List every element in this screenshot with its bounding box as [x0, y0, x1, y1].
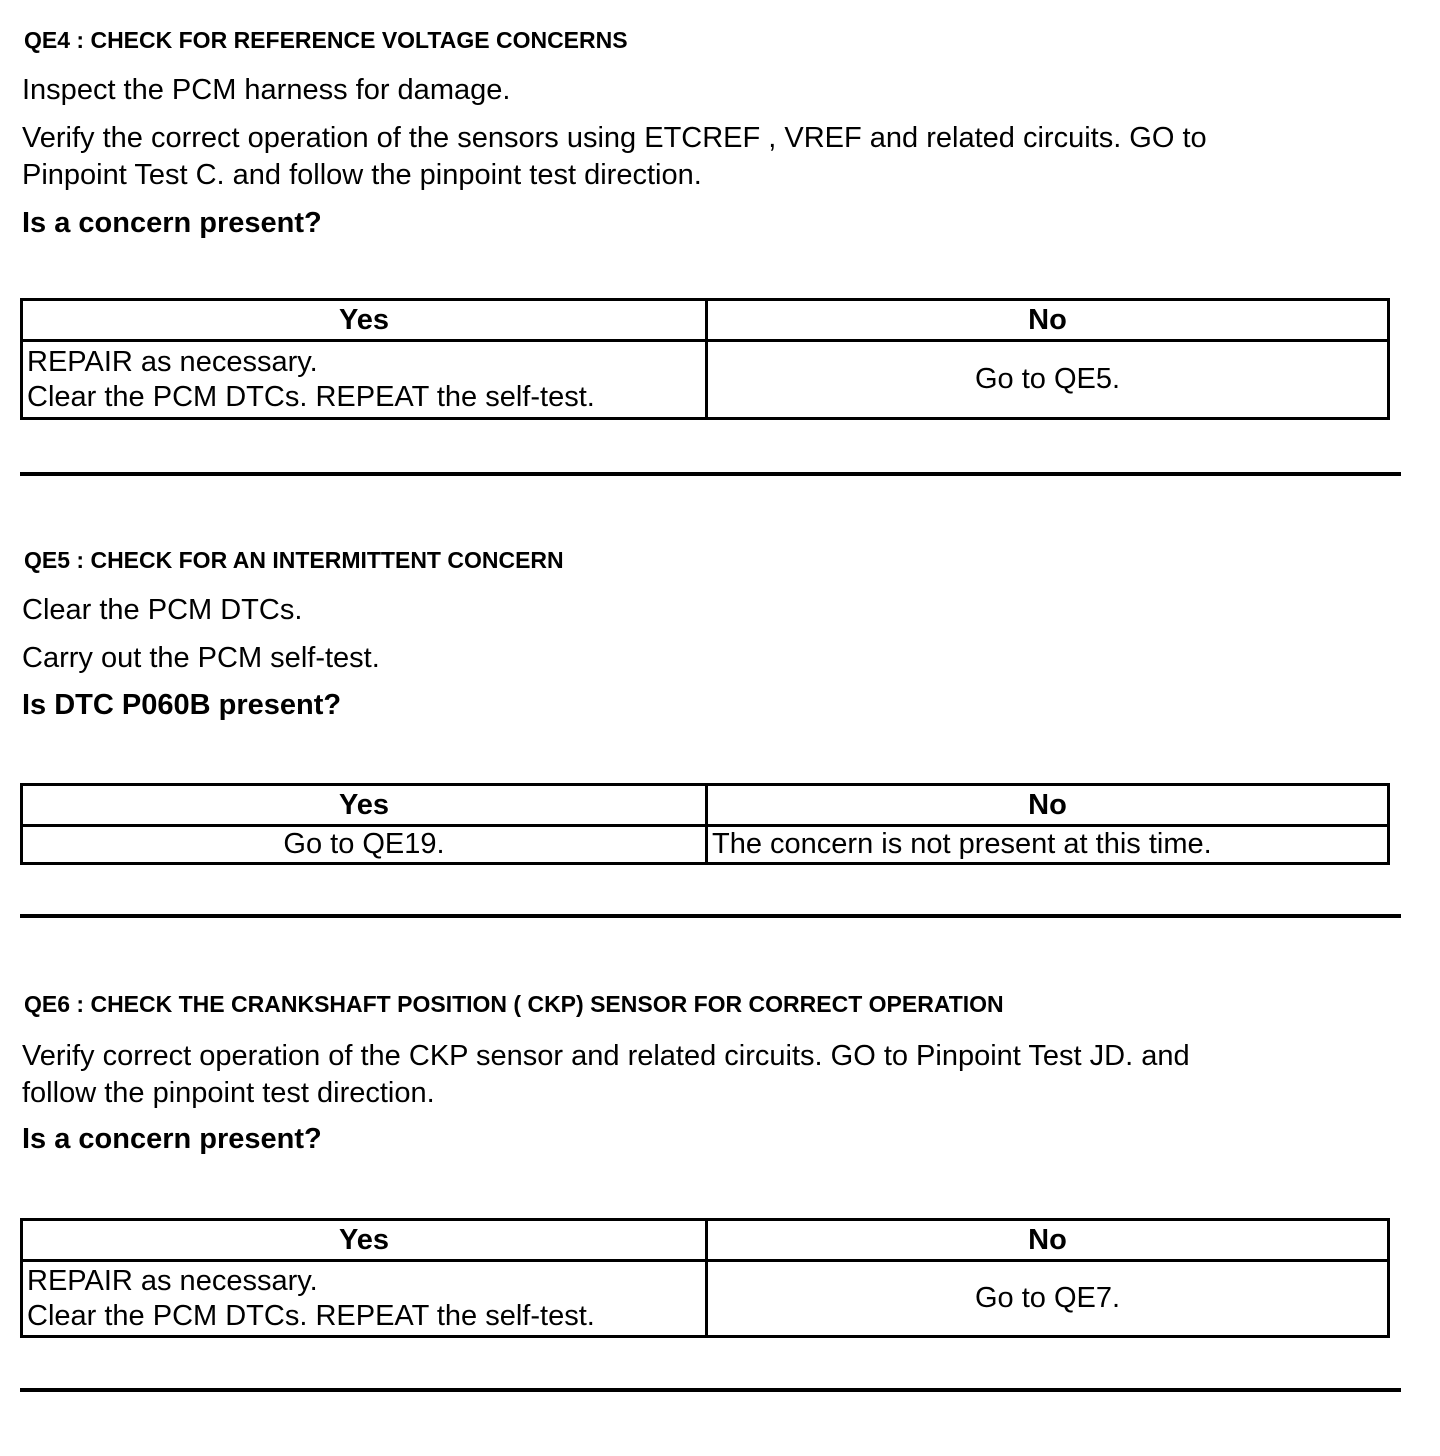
section-heading: QE4 : CHECK FOR REFERENCE VOLTAGE CONCERNS	[24, 27, 628, 53]
no-cell: Go to QE7.	[707, 1261, 1389, 1337]
divider	[20, 1388, 1401, 1392]
instruction-text: Inspect the PCM harness for damage.	[22, 74, 511, 106]
instruction-text: Clear the PCM DTCs.	[22, 594, 303, 626]
question-text: Is a concern present?	[22, 207, 322, 239]
decision-table	[20, 1218, 1390, 1338]
question-text: Is DTC P060B present?	[22, 689, 342, 721]
instruction-text: Verify correct operation of the CKP sensor and related circuits. GO to Pinpoint Test JD. and	[22, 1040, 1190, 1072]
section-heading: QE5 : CHECK FOR AN INTERMITTENT CONCERN	[24, 547, 564, 573]
decision-table	[20, 298, 1390, 420]
yes-cell	[22, 341, 707, 419]
question-text: Is a concern present?	[22, 1123, 322, 1155]
no-header: No	[707, 785, 1389, 826]
no-cell: The concern is not present at this time.	[707, 826, 1389, 864]
yes-line: Clear the PCM DTCs. REPEAT the self-test.	[27, 1299, 595, 1332]
yes-header: Yes	[22, 1220, 707, 1261]
yes-cell	[22, 1261, 707, 1337]
instruction-text: Pinpoint Test C. and follow the pinpoint test direction.	[22, 159, 702, 191]
yes-line: Clear the PCM DTCs. REPEAT the self-test.	[27, 380, 595, 413]
yes-line: REPAIR as necessary.	[27, 345, 318, 378]
yes-header: Yes	[22, 785, 707, 826]
no-header: No	[707, 1220, 1389, 1261]
divider	[20, 472, 1401, 476]
instruction-text: follow the pinpoint test direction.	[22, 1077, 435, 1109]
section-heading: QE6 : CHECK THE CRANKSHAFT POSITION ( CKP) SENSOR FOR CORRECT OPERATION	[24, 991, 1004, 1017]
no-header: No	[707, 300, 1389, 341]
divider	[20, 914, 1401, 918]
no-cell: Go to QE5.	[707, 341, 1389, 419]
yes-header: Yes	[22, 300, 707, 341]
instruction-text: Carry out the PCM self-test.	[22, 642, 380, 674]
decision-table	[20, 783, 1390, 865]
yes-cell: Go to QE19.	[22, 826, 707, 864]
yes-line: REPAIR as necessary.	[27, 1264, 318, 1297]
instruction-text: Verify the correct operation of the sensors using ETCREF , VREF and related circuits. GO to	[22, 122, 1207, 154]
